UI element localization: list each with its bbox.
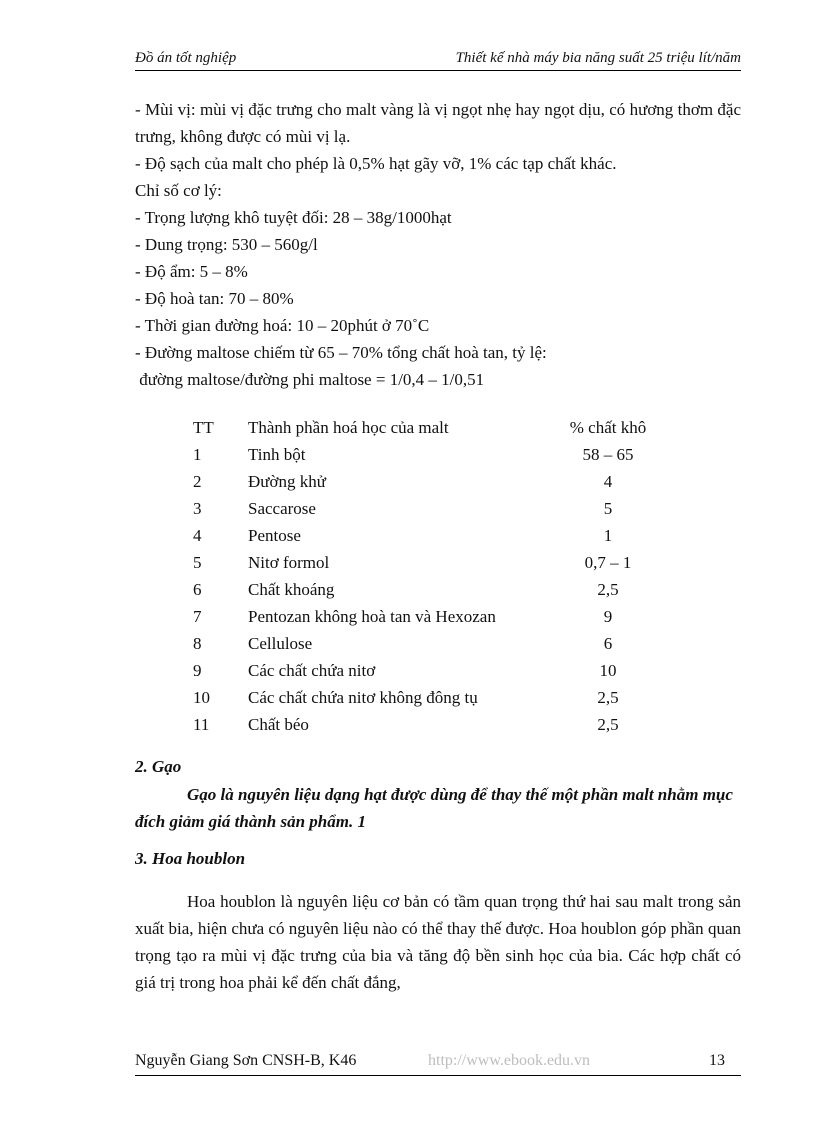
row-tt: 5 bbox=[193, 553, 202, 572]
row-component: Tinh bột bbox=[248, 445, 306, 464]
taste-line: - Mùi vị: mùi vị đặc trưng cho malt vàng là vị ngọt nhẹ hay ngọt dịu, có hương thơm đặc trưng, không được có mùi vị lạ. bbox=[135, 100, 741, 146]
row-tt: 11 bbox=[193, 715, 210, 734]
section-rice-title: 2. Gạo bbox=[135, 757, 182, 776]
row-component: Nitơ formol bbox=[248, 553, 330, 572]
physical-index-heading: Chỉ số cơ lý: bbox=[135, 181, 222, 200]
page-number: 13 bbox=[709, 1052, 725, 1069]
saccharification-time-line: - Thời gian đường hoá: 10 – 20phút ở 70˚C bbox=[135, 316, 430, 335]
malt-composition-table bbox=[186, 414, 668, 738]
row-value: 5 bbox=[603, 499, 613, 518]
table-row bbox=[186, 711, 668, 738]
row-component: Cellulose bbox=[248, 634, 313, 653]
row-component: Saccarose bbox=[248, 499, 316, 518]
row-value: 6 bbox=[603, 634, 613, 653]
header-tt: TT bbox=[193, 418, 214, 437]
row-value: 2,5 bbox=[597, 688, 619, 707]
header-component: Thành phần hoá học của malt bbox=[248, 418, 449, 437]
table-header-row bbox=[186, 414, 668, 441]
header-dry-matter: % chất khô bbox=[569, 418, 647, 437]
row-value: 0,7 – 1 bbox=[584, 553, 632, 572]
hops-paragraph: Hoa houblon là nguyên liệu cơ bản có tầm quan trọng thứ hai sau malt trong sản xuất bia, hiện chưa có nguyên liệu nào có thể thay thế được. Hoa houblon góp phần quan trọng tạo ra mùi vị đặc trưng của bia và tăng độ bền sinh học của bia. Các hợp chất có giá trị trong hoa phải kể đến chất đắng, bbox=[135, 892, 741, 992]
table-row bbox=[186, 630, 668, 657]
row-component: Đường khử bbox=[248, 472, 326, 491]
row-tt: 10 bbox=[193, 688, 210, 707]
row-tt: 8 bbox=[193, 634, 202, 653]
row-component: Pentozan không hoà tan và Hexozan bbox=[248, 607, 496, 626]
table-row bbox=[186, 576, 668, 603]
row-component: Pentose bbox=[248, 526, 301, 545]
row-tt: 9 bbox=[193, 661, 202, 680]
section-hops-title: 3. Hoa houblon bbox=[135, 849, 246, 868]
page-header bbox=[135, 50, 741, 71]
table-row bbox=[186, 441, 668, 468]
row-tt: 2 bbox=[193, 472, 202, 491]
maltose-line: - Đường maltose chiếm từ 65 – 70% tổng chất hoà tan, tỷ lệ: bbox=[135, 343, 547, 362]
row-component: Các chất chứa nitơ không đông tụ bbox=[248, 688, 478, 707]
table-row bbox=[186, 495, 668, 522]
row-value: 2,5 bbox=[597, 715, 619, 734]
dry-weight-line: - Trọng lượng khô tuyệt đối: 28 – 38g/1000hạt bbox=[135, 208, 452, 227]
table-row bbox=[186, 549, 668, 576]
row-value: 58 – 65 bbox=[582, 445, 634, 464]
row-value: 10 bbox=[599, 661, 617, 680]
table-row bbox=[186, 684, 668, 711]
row-tt: 4 bbox=[193, 526, 202, 545]
malt-properties bbox=[135, 96, 741, 393]
table-row bbox=[186, 657, 668, 684]
row-value: 1 bbox=[603, 526, 613, 545]
row-value: 2,5 bbox=[597, 580, 619, 599]
page-footer bbox=[135, 1052, 741, 1076]
row-value: 9 bbox=[603, 607, 613, 626]
row-tt: 1 bbox=[193, 445, 202, 464]
rice-paragraph: Gạo là nguyên liệu dạng hạt được dùng để thay thế một phần malt nhằm mục đích giảm giá thành sản phẩm. 1 bbox=[135, 785, 733, 831]
row-component: Chất khoáng bbox=[248, 580, 335, 599]
table-row bbox=[186, 522, 668, 549]
row-value: 4 bbox=[603, 472, 613, 491]
maltose-ratio-line: đường maltose/đường phi maltose = 1/0,4 – 1/0,51 bbox=[135, 370, 485, 389]
row-tt: 3 bbox=[193, 499, 202, 518]
table-row bbox=[186, 468, 668, 495]
row-component: Chất béo bbox=[248, 715, 309, 734]
footer-author: Nguyễn Giang Sơn CNSH-B, K46 bbox=[135, 1052, 357, 1069]
moisture-line: - Độ ẩm: 5 – 8% bbox=[135, 262, 248, 281]
row-component: Các chất chứa nitơ bbox=[248, 661, 376, 680]
row-tt: 7 bbox=[193, 607, 202, 626]
section-rice-text bbox=[135, 781, 741, 835]
table-row bbox=[186, 603, 668, 630]
density-line: - Dung trọng: 530 – 560g/l bbox=[135, 235, 318, 254]
row-tt: 6 bbox=[193, 580, 202, 599]
footer-url[interactable]: http://www.ebook.edu.vn bbox=[428, 1052, 591, 1069]
header-right-title: Thiết kế nhà máy bia năng suất 25 triệu lít/năm bbox=[455, 50, 741, 66]
section-hops-text bbox=[135, 888, 741, 996]
solubility-line: - Độ hoà tan: 70 – 80% bbox=[135, 289, 294, 308]
purity-line: - Độ sạch của malt cho phép là 0,5% hạt gãy vỡ, 1% các tạp chất khác. bbox=[135, 154, 617, 173]
header-left-title: Đồ án tốt nghiệp bbox=[135, 50, 237, 66]
